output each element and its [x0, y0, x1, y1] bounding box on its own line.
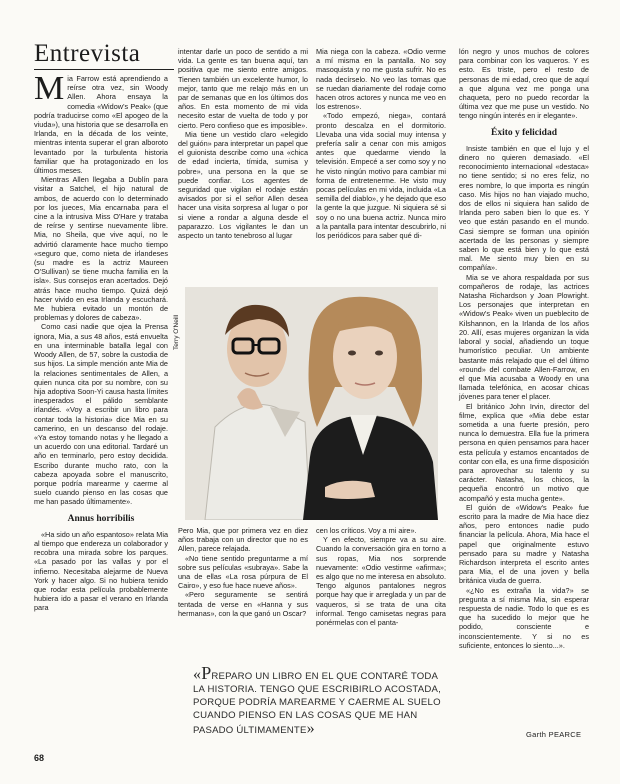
paragraph: «Ha sido un año espantoso» relata Mia al tiempo que endereza un colaborador y recobra una mirada sobre los parques. «La pasado por las vallas y por el infierno. Necesitaba alejarme de Nueva York y hacer algo. Si no hubiera tenido que rodar esta película probablemente hubiera ido a pasar el verano en Irlanda para [34, 529, 168, 613]
paragraph: Mia Farrow está aprendiendo a reírse otra vez, sin Woody Allen. Ahora ensaya la comedia «Widow's Peak» (que podría traducirse como «El apogeo de la viuda»), una historia que se desarrolla en Irlanda, en la década de los veinte, mientras intenta superar el gran alboroto levantado por la turbulenta historia familiar que ha protagonizado en los últimos meses. [34, 70, 168, 176]
paragraph: Pero Mia, que por primera vez en diez años trabaja con un director que no es Allen, parece relajada. [178, 526, 308, 554]
paragraph: Mia niega con la cabeza. «Odio verme a mí misma en la pantalla. No soy masoquista y no me gusta sufrir. No es nada decírselo. No veo las tomas que se ruedan diariamente del rodaje como hacen otros actores y nunca me veo en los estrenos». [316, 47, 446, 112]
paragraph: «No tiene sentido preguntarme a mí sobre sus películas «subraya». Sabe la una de ellas «La rosa púrpura de El Cairo», y eso fue hace nueve años». [178, 553, 308, 591]
paragraph: cen los críticos. Voy a mi aire». [316, 526, 417, 535]
paragraph: Insiste también en que el lujo y el dinero no quieren demasiado. «El reconocimiento internacional «destaca» no tiene sentido; si no eres feliz, no eres nombre, lo que importa es ningún caso. Mis hijos no han viajado mucho, dos de ellos ni siquiera han salido de Irlanda pero saben bien lo que es. Y veo que están pasando en el mundo. Casi siempre se forman una opinión acertada de las personas y siempre saben lo que está bien y lo que está mal. Me siento muy bien en su compañía». [459, 143, 589, 273]
subheading: Éxito y felicidad [491, 127, 557, 138]
photo-credit: Terry O'Neill [173, 314, 180, 350]
paragraph: «Pero seguramente se sentirá tentada de verse en «Hanna y sus hermanas», con la que ganó un Oscar? [178, 590, 308, 618]
quote-close-mark: » [306, 720, 315, 737]
quote-open-mark: « [193, 666, 202, 683]
column-4 [459, 47, 589, 650]
paragraph: Mia tiene un vestido claro «elegido del guión» para interpretar un papel que el guionista describe como una «chica de edad incierta, tímida, sumisa y pobre», una persona en la que se puede confiar. Los agentes de seguridad que vigilan el rodaje están avisados por si el señor Allen desea hacer una visita sorpresa al lugar o por si viene a rondar a alguna desde el paparazzo. Los vigilantes le dan un aspecto un tanto tenebroso al lugar [178, 129, 308, 241]
paragraph: Como casi nadie que ojea la Prensa ignora, Mia, a sus 48 años, está envuelta en una interminable batalla legal con Woody Allen, de 57, sobre la custodia de sus hijos. La simple mención ante Mia de la relaciones sentimentales de Allen, a quien nunca cita por su nombre, con su hija adoptiva Soon-Yi causa hasta límites inesperados el pálido semblante irlandés. «Voy a escribir un libro para contar toda la historia» dice Mia en su camerino, en un descanso del rodaje. «Ya estoy tomando notas y he llegado a un acuerdo con una editorial. Tardaré un año en terminarlo, pero estoy decidida. Escribo durante mucho rato, con la cabeza apoyada sobre el manuscrito, porque podría marearme y caerme al suelo cuando pienso en las cosas que me han pasado últimamente». [34, 322, 168, 507]
column-3-bottom [316, 526, 446, 627]
column-2-bottom [178, 526, 308, 618]
byline: Garth PEARCE [526, 730, 582, 739]
paragraph: lón negro y unos muchos de colores para combinar con los vaqueros. Y es esto. Es triste, pero el resto de personas de mi edad, creo que de aquí a que alguna vez me ponga una chaqueta, pero no puedo recordar la última vez que me puse un vestido. No tengo ningún interés en ir elegante». [459, 47, 589, 121]
quote-initial: P [201, 663, 212, 683]
paragraph: «Todo empezó, niega», contará pronto descalza en el dormitorio. Llevaba una vida social muy intensa y prefería salir a cenar con mis amigos antes que quedarme viendo la televisión. Empecé a ser como soy y no he visto ningún motivo para cambiar mi forma de entretenerme. He visto muy pocas películas en mi vida, incluida «La semilla del diablo», y he dejado que eso la gente la que juzgue. Ni siquiera sé si soy o no una buena actriz. Nunca miro a la pantalla para intentar descubrirlo, ni los periódicos para saber qué di- [316, 111, 446, 241]
drop-cap: M [34, 70, 65, 107]
paragraph: intentar darle un poco de sentido a mi vida. La gente es tan buena aquí, tan positiva que me siento entre amigos. Tienen también un excelente humor, lo mejor, tanto que me relajo más en un par de semanas que en los últimos dos años. En esta momento de mi vida necesito estar de vuelta de todo y por cierto. Pero confieso que es imposible». [178, 47, 308, 130]
paragraph: El guión de «Widow's Peak» fue escrito para la madre de Mia hace diez años, pero entonces nadie pudo financiar la película. Ahora, Mia hace el papel que originalmente estuvo pensado para su madre y Natasha Richardson interpreta el escrito antes para Mia, el de una joven y bella británica viuda de guerra. [459, 502, 589, 586]
quote-text: REPARO UN LIBRO EN EL QUE CONTARÉ TODA LA HISTORIA. TENGO QUE ESCRIBIRLO ACOSTADA, PORQUE PODRÍA MAREARME Y CAERME AL SUELO CUANDO PIENSO EN LAS COSAS QUE ME HAN PASADO ÚLTIMAMENTE [193, 671, 441, 736]
paragraph: Mientras Allen llegaba a Dublín para visitar a Satchel, el hijo natural de ambos, de acuerdo con lo determinado por los jueces, Mia encarnaba para el cine a la intrusiva Miss O'Hare y trataba de reírse y sentirse nuevamente libre. Mia, no Sheila, que vive aquí, no le advirtió claramente hace mucho tiempo «seguro que, como nieta de irlandeses (su madre es la actriz Maureen O'Sullivan) se tiene mucha familia en la isla». Sus consejos eran acertados. Dejó atrás hace mucho tiempo. Quizá dejó hacer vivido en esa Irlanda y escuchará. Me hubiera evitado un montón de problemas y dolores de cabeza». [34, 175, 168, 323]
photo-illustration [185, 287, 438, 520]
paragraph: Y en efecto, siempre va a su aire. Cuando la conversación gira en torno a sus ropas, Mia nos sorprende nuevamente: «Odio vestirme «afirma»; es algo que no me interesa en absoluto. Tengo algunos pantalones negros porque hay que ir arreglada y un par de vaqueros, si se trata de una cita informal. Tengo camisetas negras para ponérmelas con el panta- [316, 535, 446, 628]
paragraph: «¿No es extraña la vida?» se pregunta a sí misma Mia, sin esperar respuesta de nadie. Todo lo que es es que ha sucedido lo mejor que he podido, consciente e inconscientemente. Y si no es suficiente, entonces lo siento...». [459, 585, 589, 650]
pull-quote [193, 663, 443, 737]
portrait-photo [185, 287, 438, 520]
column-1 [34, 70, 168, 613]
section-title: Entrevista [34, 40, 141, 67]
paragraph: El británico John Irvin, director del filme, explica que «Mia debe estar sometida a una fuerte presión, pero nunca lo demuestra. Ella fue la primera persona en quien pensamos para hacer esta película y estamos encantados de contar con ella, es una firme disposición para aprovechar su talento y su carácter. Natasha, los chicos, la pequeña encontró un motivo que acompañó y esta mucha gente». [459, 401, 589, 503]
paragraph: Mia se ve ahora respaldada por sus compañeros de rodaje, las actrices Natasha Richardson y Joan Plowright. Los personajes que interpretan en «Widow's Peak» viven un pueblecito de Kilshannon, en la Irlanda de los años 20. Allí, esas mujeres organizan la vida laboral y social, añadiendo un toque humorístico peculiar. Un ambiente bastante más relajado que el del último «round» del combate Allen-Farrow, en el que Mia acusaba a Woody en una llamada telefónica, en acosar chicas jóvenes para tener el placer. [459, 272, 589, 402]
column-3-top [316, 47, 446, 240]
column-2-top [178, 47, 308, 240]
page-number: 68 [34, 753, 45, 763]
subheading: Annus horribilis [67, 513, 135, 524]
